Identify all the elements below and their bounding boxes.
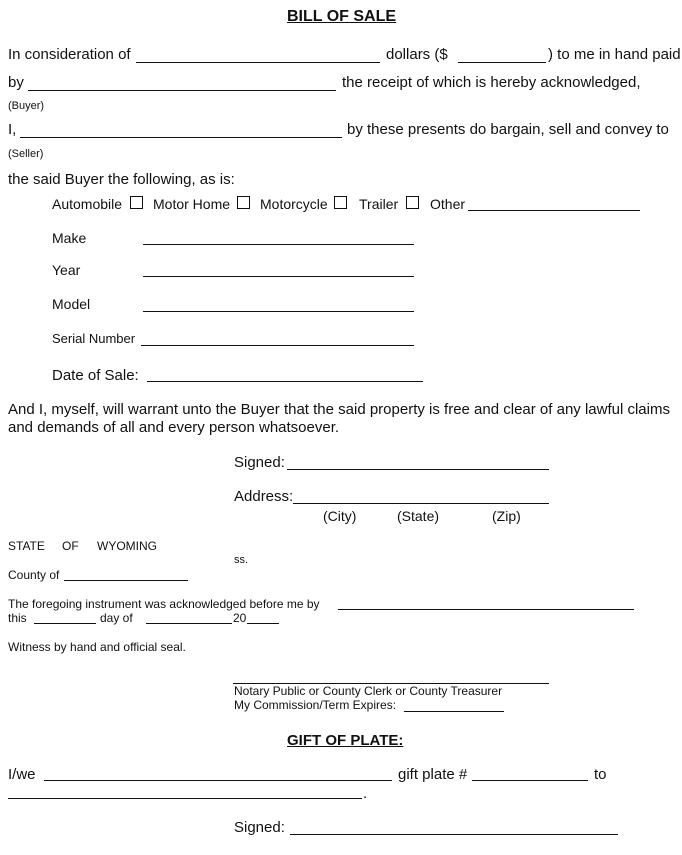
model-label: Model — [52, 296, 91, 312]
commission-label: My Commission/Term Expires: — [234, 698, 397, 712]
day-field[interactable] — [34, 623, 96, 624]
address-field[interactable] — [293, 503, 549, 504]
type-automobile-label: Automobile — [52, 196, 123, 212]
consideration-amount-field[interactable] — [136, 62, 380, 63]
type-trailer-label: Trailer — [359, 196, 399, 212]
serial-number-field[interactable] — [141, 345, 414, 346]
signature-field[interactable] — [287, 469, 549, 470]
zip-label: (Zip) — [492, 508, 521, 524]
automobile-checkbox[interactable] — [130, 196, 143, 209]
commission-expiry-field[interactable] — [404, 711, 504, 712]
presents-text: by these presents do bargain, sell and convey to — [347, 121, 669, 138]
city-label: (City) — [323, 508, 357, 524]
warranty-line-2: and demands of all and every person whatsoever. — [8, 419, 340, 436]
notary-year-field[interactable] — [247, 623, 279, 624]
county-field[interactable] — [64, 580, 188, 581]
serial-number-label: Serial Number — [52, 331, 136, 346]
seller-label: (Seller) — [8, 148, 44, 160]
day-of-text: day of — [100, 611, 133, 625]
receipt-text: the receipt of which is hereby acknowledged, — [342, 74, 641, 91]
acknowledged-text: The foregoing instrument was acknowledged before me by — [8, 597, 320, 611]
other-type-field[interactable] — [468, 210, 640, 211]
acknowledged-by-field[interactable] — [338, 609, 634, 610]
month-field[interactable] — [146, 623, 232, 624]
motorcycle-checkbox[interactable] — [334, 196, 347, 209]
gift-name-field[interactable] — [44, 780, 392, 781]
year-field[interactable] — [143, 276, 414, 277]
state-label: (State) — [397, 508, 440, 524]
warranty-line-1: And I, myself, will warrant unto the Buyer that the said property is free and clear of any lawful claims — [8, 401, 670, 418]
to-me-text: ) to me in hand paid — [548, 46, 681, 63]
seller-name-field[interactable] — [20, 137, 342, 138]
ss-label: ss. — [234, 554, 249, 566]
by-text: by — [8, 74, 24, 91]
consideration-text: In consideration of — [8, 46, 131, 63]
motor-home-checkbox[interactable] — [237, 196, 250, 209]
type-other-label: Other — [430, 196, 466, 212]
date-of-sale-field[interactable] — [147, 381, 423, 382]
to-label: to — [594, 766, 607, 783]
dollar-figure-field[interactable] — [458, 62, 546, 63]
gift-period: . — [363, 785, 368, 802]
gift-recipient-field[interactable] — [8, 798, 362, 799]
state-word: STATE — [8, 539, 45, 553]
wyoming-word: WYOMING — [97, 539, 157, 553]
year-label: Year — [52, 262, 81, 278]
buyer-label: (Buyer) — [8, 100, 45, 112]
county-of-label: County of — [8, 568, 60, 582]
of-word: OF — [62, 539, 79, 553]
type-motor-home-label: Motor Home — [153, 196, 231, 212]
trailer-checkbox[interactable] — [406, 196, 419, 209]
following-text: the said Buyer the following, as is: — [8, 171, 235, 188]
type-motorcycle-label: Motorcycle — [260, 196, 328, 212]
this-text: this — [8, 611, 27, 625]
address-label: Address: — [234, 488, 294, 505]
gift-title: GIFT OF PLATE: — [287, 732, 404, 749]
iwe-label: I/we — [8, 766, 36, 783]
gift-signature-field[interactable] — [290, 834, 618, 835]
gift-plate-label: gift plate # — [398, 766, 468, 783]
plate-number-field[interactable] — [472, 780, 588, 781]
make-field[interactable] — [143, 244, 414, 245]
make-label: Make — [52, 230, 87, 246]
signed-label: Signed: — [234, 454, 285, 471]
notary-title: Notary Public or County Clerk or County Treasurer — [234, 684, 503, 698]
buyer-name-field[interactable] — [28, 90, 336, 91]
model-field[interactable] — [143, 311, 414, 312]
date-of-sale-label: Date of Sale: — [52, 367, 139, 384]
gift-signed-label: Signed: — [234, 819, 285, 836]
dollars-text: dollars ($ — [386, 46, 448, 63]
page-title: BILL OF SALE — [287, 8, 397, 25]
year-prefix: 20 — [233, 611, 247, 625]
witness-text: Witness by hand and official seal. — [8, 640, 186, 654]
i-text: I, — [8, 121, 17, 138]
